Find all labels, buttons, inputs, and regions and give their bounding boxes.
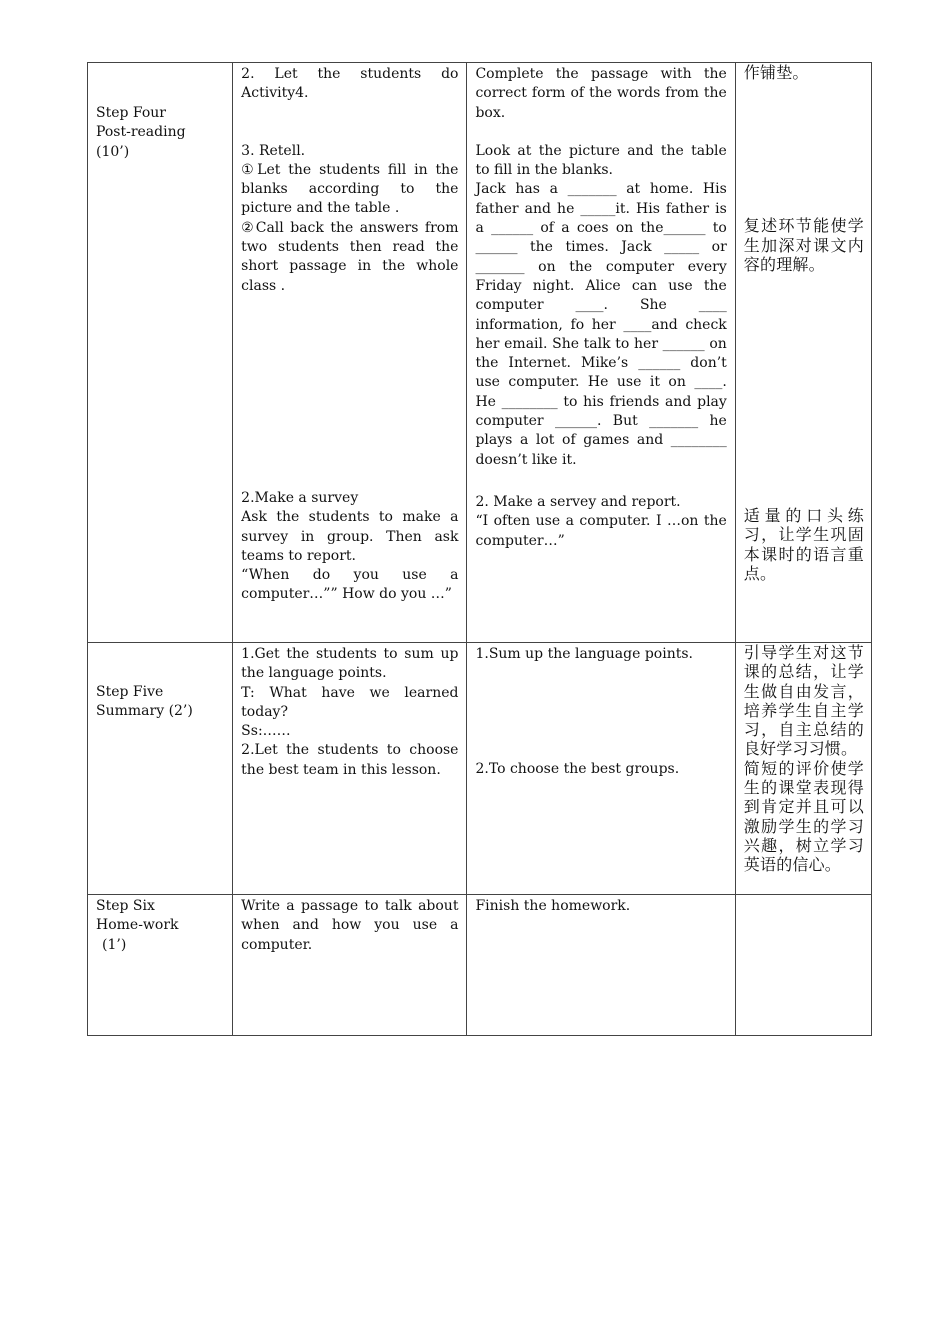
teacher-question: T: What have we learned today? <box>241 684 459 720</box>
students-answer: Ss:…… <box>241 723 291 740</box>
purpose-text-2: 复述环节能使学生加深对课文内容的理解。 <box>743 216 864 274</box>
look-picture-text: Look at the picture and the table to fill in the blanks. <box>475 142 727 179</box>
step-name: Home-work <box>96 917 179 934</box>
retell-title: 3. Retell. <box>241 142 306 159</box>
survey-title: 2.Make a survey <box>241 489 359 506</box>
choose-team-text: 2.Let the students to choose the best team in this lesson. <box>241 742 459 778</box>
row-step-six <box>88 895 872 1036</box>
row-step-four <box>88 63 872 643</box>
sum-up-text: 1.Get the students to sum up the language points. <box>241 646 459 682</box>
finish-homework-text: Finish the homework. <box>475 898 631 914</box>
step-cell <box>88 63 233 643</box>
homework-task: Write a passage to talk about when and how you use a computer. <box>241 898 459 953</box>
step-name: Post-reading <box>96 124 186 141</box>
step-cell <box>88 643 233 895</box>
step-cell <box>88 895 233 1036</box>
purpose-cell <box>735 643 871 895</box>
retell-step-1: ①Let the students fill in the blanks according to the picture and the table . <box>241 161 459 217</box>
purpose-cell <box>735 63 871 643</box>
survey-body: Ask the students to make a survey in group. Then ask teams to report. <box>241 509 459 564</box>
lesson-plan-table <box>87 62 872 1036</box>
fill-blank-passage: Jack has a _______ at home. His father and he _____it. His father is a ______ of a coes on the______ to ______ the times. Jack _____ or _______ on the computer every Friday night. Alice can use the computer ____. She ____ information, fo her ____and check her email. She talk to her ______ on the Internet. Mike’s ______ don’t use computer. He use it on ____. He ________ to his friends and play computer ______. But _______ he plays a lot of games and ________ doesn’t like it. <box>475 181 727 468</box>
purpose-cell <box>735 895 871 1036</box>
teacher-activity-cell <box>233 895 467 1036</box>
purpose-text-1: 引导学生对这节课的总结，让学生做自由发言，培养学生自主学习，自主总结的良好学习习惯。 <box>743 643 864 759</box>
step-name: Summary <box>96 703 165 720</box>
step-title: Step Six <box>96 898 155 914</box>
student-activity-cell <box>467 643 735 895</box>
step-time: (1’) <box>102 936 127 953</box>
student-sum-text: 1.Sum up the language points. <box>475 646 693 662</box>
purpose-text-2: 简短的评价使学生的课堂表现得到肯定并且可以激励学生的学习兴趣，树立学习英语的信心。 <box>743 758 864 875</box>
activity4-text: 2. Let the students do Activity4. <box>241 66 459 102</box>
student-activity-cell <box>467 895 735 1036</box>
survey-quote: “When do you use a computer…”” How do you …” <box>241 567 459 603</box>
survey-report-title: 2. Make a servey and report. <box>475 493 681 510</box>
step-name-time <box>96 702 232 721</box>
student-activity-cell <box>467 63 735 643</box>
teacher-activity-cell <box>233 643 467 895</box>
row-step-five <box>88 643 872 895</box>
step-title: Step Five <box>96 684 164 700</box>
retell-step-2: ②Call back the answers from two students then read the short passage in the whole class . <box>241 219 459 294</box>
survey-report-quote: “I often use a computer. I …on the computer…” <box>475 513 727 549</box>
purpose-text-1: 作铺垫。 <box>743 63 809 82</box>
teacher-activity-cell <box>233 63 467 643</box>
student-choose-text: 2.To choose the best groups. <box>475 761 680 778</box>
complete-passage-text: Complete the passage with the correct form of the words from the box. <box>475 66 727 121</box>
step-title: Step Four <box>96 105 166 121</box>
purpose-text-3: 适量的口头练习，让学生巩固本课时的语言重点。 <box>743 506 864 584</box>
step-time: (2’) <box>168 703 193 720</box>
step-time: (10’) <box>96 143 130 160</box>
